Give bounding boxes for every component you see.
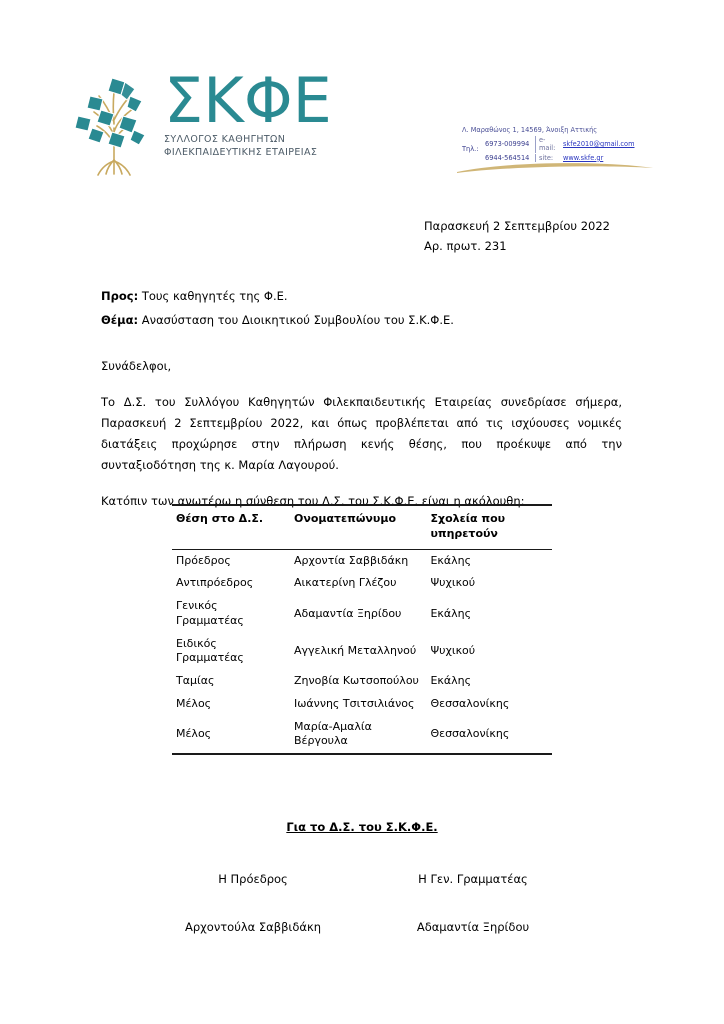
table-body [172, 549, 552, 754]
cell-role: Γενικός Γραμματέας [176, 599, 244, 627]
cell-school: Ψυχικού [430, 643, 476, 657]
cell-name: Αικατερίνη Γλέζου [293, 576, 397, 590]
cell-role: Ειδικός Γραμματέας [176, 636, 244, 665]
contact-block [462, 126, 662, 162]
date-block [424, 216, 610, 256]
cell-role: Μέλος [176, 726, 212, 740]
signature-name-right: Αδαμαντία Ξηρίδου [416, 920, 530, 934]
table-row [172, 549, 552, 572]
letter-body [101, 358, 622, 510]
signature-names-row [148, 920, 588, 934]
organization-logo [68, 66, 332, 178]
tree-with-books-logo-icon [68, 66, 160, 178]
subject-label: Θέμα: [101, 312, 139, 327]
header-swoosh-divider [455, 160, 655, 176]
column-header-role: Θέση στο Δ.Σ. [176, 512, 264, 525]
cell-name: Ζηνοβία Κωτσοπούλου [293, 674, 419, 688]
cell-school: Θεσσαλονίκης [430, 726, 510, 740]
signature-role-left: Η Πρόεδρος [218, 872, 288, 886]
cell-name: Αγγελική Μεταλληνού [293, 643, 417, 657]
cell-name: Μαρία-Αμαλία Βέργουλα [293, 719, 372, 748]
table-row [172, 572, 552, 595]
signature-roles-row [148, 872, 588, 886]
signature-role-right: Η Γεν. Γραμματέας [418, 872, 528, 886]
cell-school: Θεσσαλονίκης [430, 696, 510, 710]
signature-name-left: Αρχοντούλα Σαββιδάκη [184, 920, 322, 934]
contact-phone-2: 6944-564514 [485, 153, 530, 162]
cell-school: Εκάλης [430, 674, 472, 688]
table-header [172, 505, 552, 549]
contact-email-link[interactable]: skfe2010@gmail.com [563, 140, 635, 149]
signature-title-text: Για το Δ.Σ. του Σ.Κ.Φ.Ε. [286, 820, 438, 834]
table-row [172, 716, 552, 754]
column-header-name: Ονοματεπώνυμο [293, 512, 396, 525]
cell-name: Αρχοντία Σαββιδάκη [293, 553, 409, 567]
cell-role: Πρόεδρος [176, 553, 231, 567]
table-row [172, 595, 552, 632]
recipient-line [101, 285, 454, 309]
protocol-number: Αρ. πρωτ. 231 [424, 239, 507, 254]
cell-name: Ιωάννης Τσιτσιλιάνος [293, 696, 415, 710]
letterhead [0, 0, 724, 195]
contact-address: Λ. Μαραθώνος 1, 14569, Άνοιξη Αττικής [462, 126, 598, 134]
logo-tagline-line-2: ΦΙΛΕΚΠΑΙΔΕΥΤΙΚΗΣ ΕΤΑΙΡΕΙΑΣ [164, 146, 318, 158]
contact-website-link[interactable]: www.skfe.gr [563, 153, 604, 162]
logo-wordmark: ΣΚΦΕ [164, 64, 332, 137]
recipient-value: Τους καθηγητές της Φ.Ε. [141, 289, 288, 303]
table-header-row [172, 505, 552, 549]
cell-role: Μέλος [176, 696, 212, 710]
cell-school: Εκάλης [430, 553, 472, 567]
salutation: Συνάδελφοι, [101, 359, 172, 373]
addressing-block [101, 285, 454, 332]
table-row [172, 670, 552, 693]
cell-school: Ψυχικού [430, 576, 476, 590]
contact-phone-1: 6973-009994 [485, 140, 530, 149]
cell-role: Ταμίας [176, 674, 215, 688]
body-paragraph-2: Κατόπιν των ανωτέρω η σύνθεση του Δ.Σ. του Σ.Κ.Φ.Ε. είναι η ακόλουθη: [101, 493, 525, 508]
board-table-container [172, 504, 552, 755]
subject-line [101, 309, 454, 333]
subject-value: Ανασύσταση του Διοικητικού Συμβουλίου του Σ.Κ.Φ.Ε. [141, 312, 454, 327]
table-row [172, 693, 552, 716]
cell-role: Αντιπρόεδρος [176, 576, 254, 590]
contact-email-label: e-mail: [535, 136, 561, 152]
board-composition-table [172, 504, 552, 755]
document-date: Παρασκευή 2 Σεπτεμβρίου 2022 [424, 219, 610, 233]
logo-tagline-line-1: ΣΥΛΛΟΓΟΣ ΚΑΘΗΓΗΤΩΝ [164, 134, 286, 146]
table-row [172, 633, 552, 670]
contact-site-label: site: [535, 154, 561, 162]
body-paragraph-1: Το Δ.Σ. του Συλλόγου Καθηγητών Φιλεκπαιδευτικής Εταιρείας συνεδρίασε σήμερα, Παρασκευή 2 Σεπτεμβρίου 2022, και όπως προβλέπεται από τις ισχύουσες νομικές διατάξεις προχώρησε στην πλήρωση κενής θέσης, που προέκυψε από την συνταξιοδότηση της κ. Μαρία Λαγουρού. [101, 395, 622, 473]
cell-name: Αδαμαντία Ξηρίδου [293, 606, 402, 620]
recipient-label: Προς: [101, 289, 139, 303]
cell-school: Εκάλης [430, 606, 472, 620]
contact-tel-label: Τηλ.: [462, 144, 479, 153]
column-header-school: Σχολεία που υπηρετούν [430, 512, 506, 540]
signature-title [0, 820, 724, 834]
